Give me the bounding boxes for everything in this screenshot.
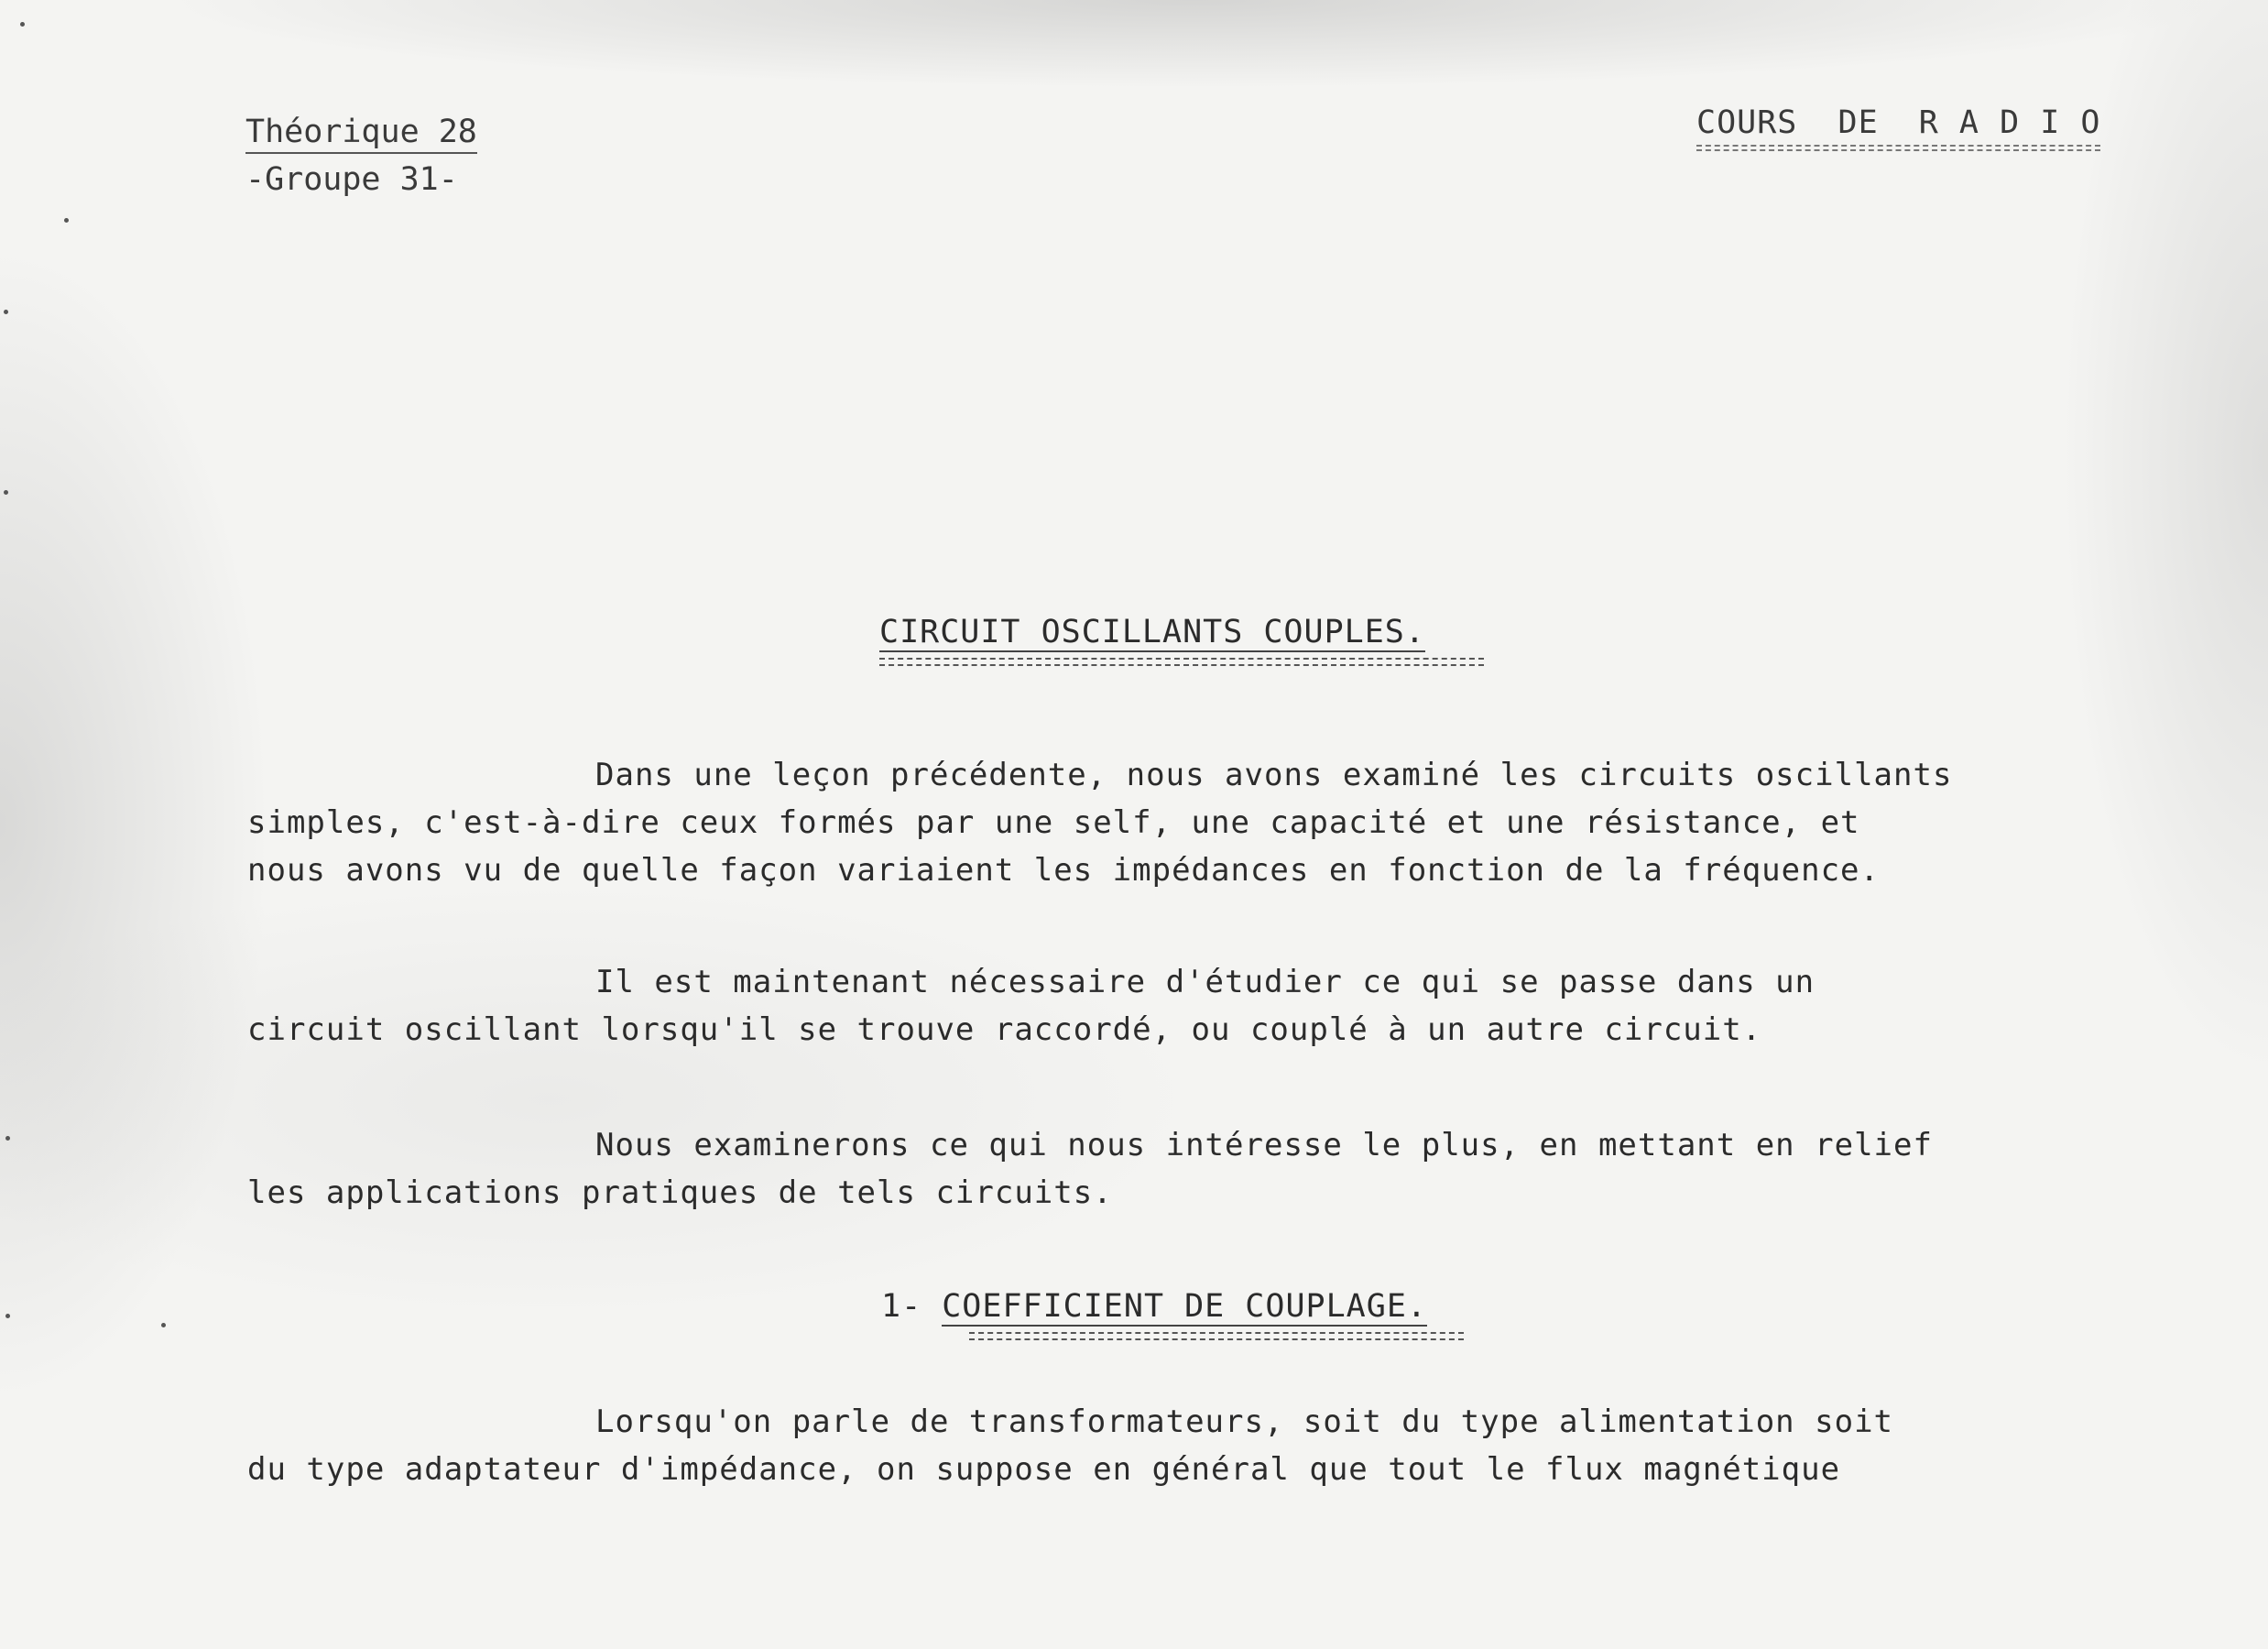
- course-title: COURS DE R A D I O: [1696, 104, 2101, 141]
- paragraph-line: circuit oscillant lorsqu'il se trouve raccordé, ou couplé à un autre circuit.: [247, 1011, 1762, 1048]
- scan-speck: [5, 1314, 10, 1318]
- paragraph-line: Dans une leçon précédente, nous avons examiné les circuits oscillants: [595, 757, 1953, 793]
- scan-speck: [4, 310, 8, 314]
- document-reference: [245, 108, 477, 203]
- section-title: CIRCUIT OSCILLANTS COUPLES.: [879, 614, 1425, 650]
- paragraph-line: simples, c'est-à-dire ceux formés par une self, une capacité et une résistance, et: [247, 804, 1860, 841]
- course-title-block: [1696, 104, 2100, 151]
- course-title-underline: [1696, 145, 2100, 151]
- scan-speck: [64, 218, 69, 223]
- scan-speck: [20, 22, 25, 27]
- section-heading-coefficient: [881, 1288, 1464, 1340]
- scan-speck: [5, 1136, 10, 1141]
- scan-speck: [4, 490, 8, 495]
- section-number: 1-: [881, 1288, 922, 1325]
- course-number: Théorique 28: [245, 112, 477, 154]
- paragraph-line: du type adaptateur d'impédance, on suppose en général que tout le flux magnétique: [247, 1451, 1841, 1488]
- paragraph-line: nous avons vu de quelle façon variaient les impédances en fonction de la fréquence.: [247, 852, 1880, 889]
- section-title-dashes: [969, 1332, 1464, 1340]
- paragraph-line: les applications pratiques de tels circuits.: [247, 1174, 1113, 1211]
- scan-speck: [161, 1323, 166, 1327]
- group-number: -Groupe 31-: [245, 161, 458, 198]
- paragraph-line: Il est maintenant nécessaire d'étudier ce qui se passe dans un: [595, 964, 1815, 1000]
- paragraph-line: Lorsqu'on parle de transformateurs, soit du type alimentation soit: [595, 1403, 1894, 1440]
- bleed-through-texture: [229, 266, 2153, 1548]
- section-heading-circuits: [879, 614, 1493, 666]
- paragraph-line: Nous examinerons ce qui nous intéresse le plus, en mettant en relief: [595, 1127, 1933, 1163]
- section-title-dashes: [879, 658, 1484, 666]
- section-title: COEFFICIENT DE COUPLAGE.: [942, 1288, 1427, 1325]
